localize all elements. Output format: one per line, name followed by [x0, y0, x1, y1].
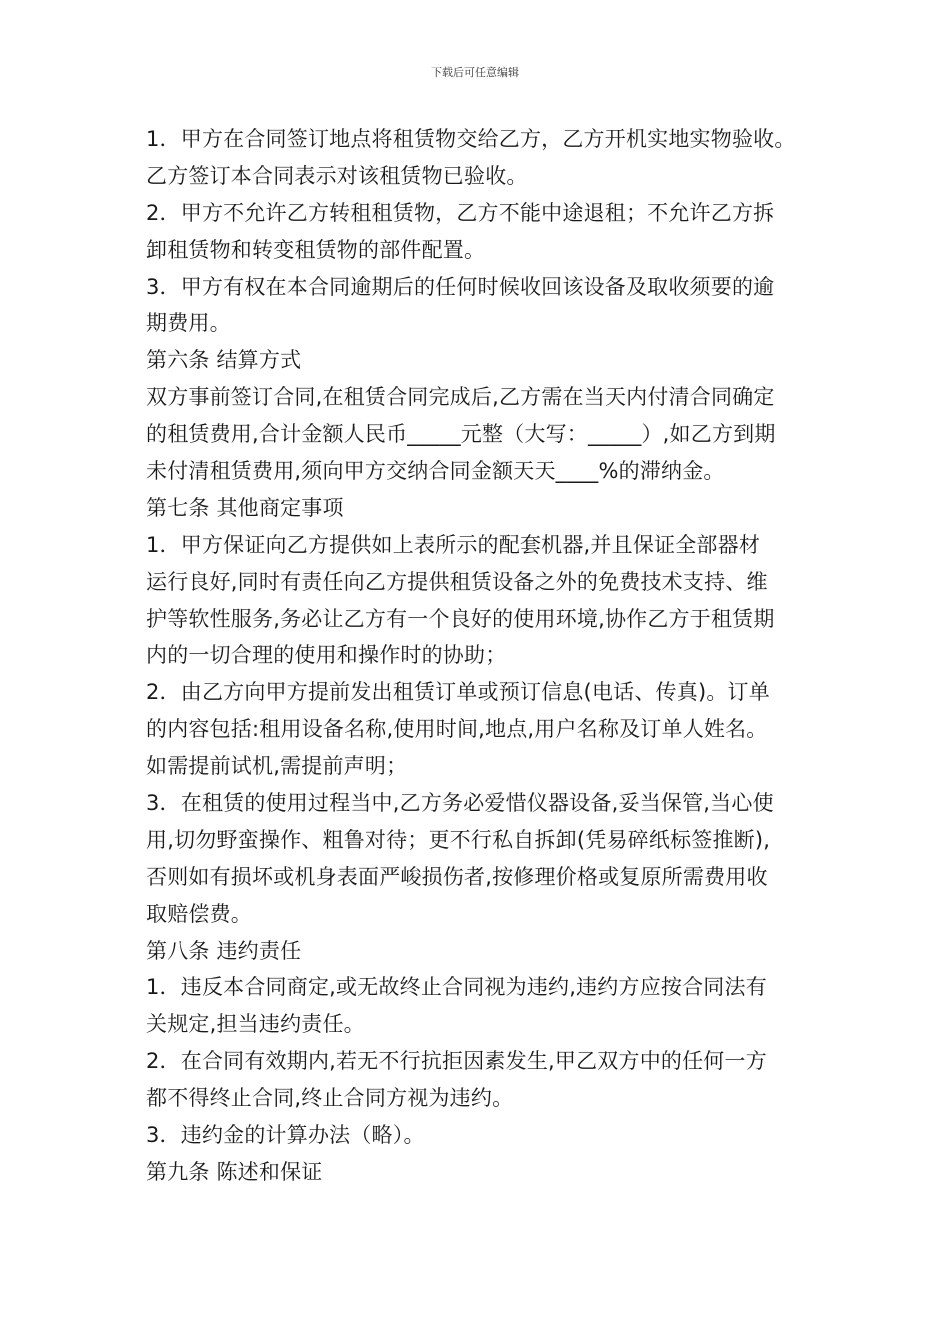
document-body [146, 121, 810, 1191]
text-line: 3．甲方有权在本合同逾期后的任何时候收回该设备及取收须要的逾 [146, 274, 775, 299]
text-line: 取赔偿费。 [146, 901, 252, 926]
text-line: 3．在租赁的使用过程当中,乙方务必爱惜仪器设备,妥当保管,当心使 [146, 791, 774, 816]
section-heading: 第七条 其他商定事项 [146, 495, 344, 520]
text-line: 3．违约金的计算办法（略）。 [146, 1123, 425, 1148]
text-line: 1．甲方在合同签订地点将租赁物交给乙方，乙方开机实地实物验收。 [146, 127, 796, 151]
text-line: 用,切勿野蛮操作、粗鲁对待；更不行私自拆卸(凭易碎纸标签推断), [146, 827, 771, 852]
text-line: 期费用。 [146, 311, 231, 336]
text-line: 1．甲方保证向乙方提供如上表所示的配套机器,并且保证全部器材 [146, 532, 761, 557]
text-line: 双方事前签订合同,在租赁合同完成后,乙方需在当天内付清合同确定 [146, 385, 775, 410]
text-line: 2．甲方不允许乙方转租租赁物，乙方不能中途退租；不允许乙方拆 [146, 200, 775, 225]
section-heading: 第八条 违约责任 [146, 938, 302, 963]
text-line: 2．由乙方向甲方提前发出租赁订单或预订信息(电话、传真)。订单 [146, 680, 770, 705]
text-line: 否则如有损坏或机身表面严峻损伤者,按修理价格或复原所需费用收 [146, 864, 768, 889]
text-line: 1．违反本合同商定,或无故终止合同视为违约,违约方应按合同法有 [146, 975, 767, 1000]
text-line: 的内容包括:租用设备名称,使用时间,地点,用户名称及订单人姓名。 [146, 717, 768, 742]
text-line: 未付清租赁费用,须向甲方交纳合同金额天天____%的滞纳金。 [146, 459, 725, 484]
text-line: 的租赁费用,合计金额人民币_____元整（大写：_____）,如乙方到期 [146, 422, 776, 447]
text-line: 乙方签订本合同表示对该租赁物已验收。 [146, 163, 528, 188]
text-line: 如需提前试机,需提前声明； [146, 754, 408, 779]
page-header: 下载后可任意编辑 [431, 66, 519, 79]
text-line: 内的一切合理的使用和操作时的协助； [146, 643, 507, 668]
text-line: 护等软性服务,务必让乙方有一个良好的使用环境,协作乙方于租赁期 [146, 606, 775, 631]
text-line: 都不得终止合同,终止合同方视为违约。 [146, 1086, 514, 1111]
text-line: 卸租赁物和转变租赁物的部件配置。 [146, 237, 486, 262]
text-line: 关规定,担当违约责任。 [146, 1012, 365, 1037]
section-heading: 第六条 结算方式 [146, 348, 302, 373]
text-line: 运行良好,同时有责任向乙方提供租赁设备之外的免费技术支持、维 [146, 569, 768, 594]
section-heading: 第九条 陈述和保证 [146, 1159, 323, 1184]
text-line: 2．在合同有效期内,若无不行抗拒因素发生,甲乙双方中的任何一方 [146, 1049, 767, 1074]
